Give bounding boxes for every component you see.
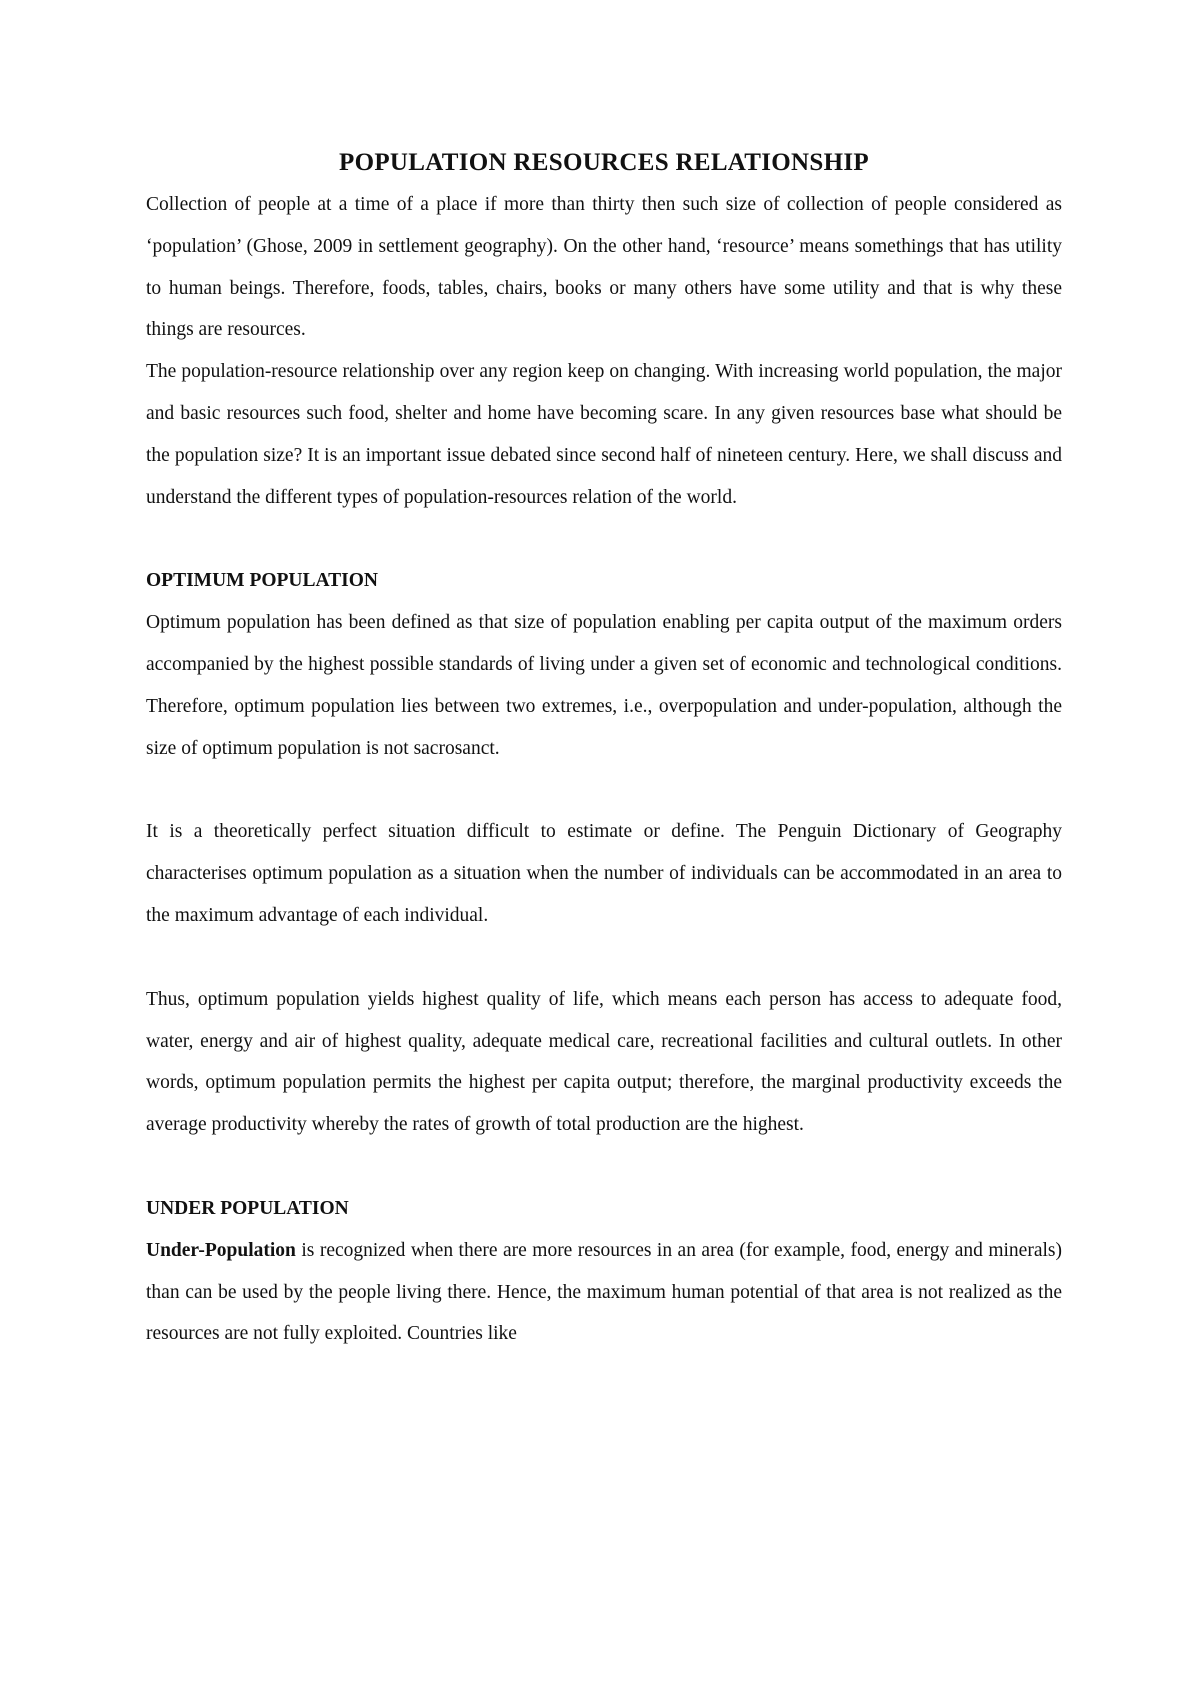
optimum-paragraph-3: Thus, optimum population yields highest quality of life, which means each person has access to adequate food, water, energy and air of highest quality, adequate medical care, recreational facilities and cultural outlets. In other words, optimum population permits the highest per capita output; therefore, the marginal productivity exceeds the average productivity whereby the rates of growth of total production are the highest.: [146, 988, 1062, 1136]
optimum-population-heading: OPTIMUM POPULATION: [146, 570, 379, 592]
intro-paragraph-1: Collection of people at a time of a place if more than thirty then such size of collection of people considered as ‘population’ (Ghose, 2009 in settlement geography). On the other hand, ‘resource’ means somethings that has utility to human beings. Therefore, foods, tables, chairs, books or many others have some utility and that is why these things are resources.: [146, 194, 1062, 341]
under-population-text: is recognized when there are more resources in an area (for example, food, energy and minerals) than can be used by the people living there. Hence, the maximum human potential of that area is not realized as the resources are not fully exploited. Countries like: [146, 1239, 1062, 1345]
under-population-term: Under-Population: [146, 1239, 296, 1261]
paragraph-spacer: [146, 937, 1062, 979]
section-spacer: [146, 518, 1062, 560]
section-spacer: [146, 1146, 1062, 1188]
document-body: [146, 146, 1062, 1355]
optimum-paragraph-2: It is a theoretically perfect situation difficult to estimate or define. The Penguin Dictionary of Geography characterises optimum population as a situation when the number of individuals can be accommodated in an area to the maximum advantage of each individual.: [146, 821, 1062, 926]
optimum-paragraph-1: Optimum population has been defined as that size of population enabling per capita output of the maximum orders accompanied by the highest possible standards of living under a given set of economic and technological conditions. Therefore, optimum population lies between two extremes, i.e., overpopulation and under-population, although the size of optimum population is not sacrosanct.: [146, 612, 1062, 759]
intro-paragraph-2: The population-resource relationship over any region keep on changing. With increasing world population, the major and basic resources such food, shelter and home have becoming scare. In any given resources base what should be the population size? It is an important issue debated since second half of nineteen century. Here, we shall discuss and understand the different types of population-resources relation of the world.: [146, 361, 1062, 508]
paragraph-spacer: [146, 769, 1062, 811]
document-title: POPULATION RESOURCES RELATIONSHIP: [339, 149, 869, 176]
under-population-heading: UNDER POPULATION: [146, 1197, 349, 1219]
under-population-paragraph: [146, 1230, 1062, 1355]
